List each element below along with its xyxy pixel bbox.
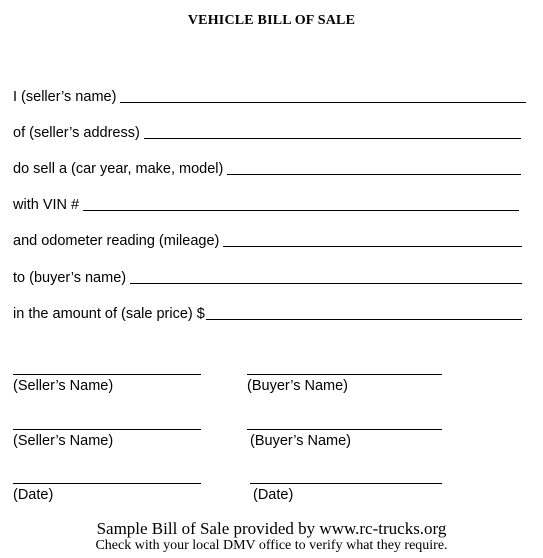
buyer-date-line[interactable] [250,483,442,484]
field-label: and odometer reading (mileage) [13,233,220,249]
fill-in-line[interactable] [83,209,519,211]
buyer-date-caption: (Date) [253,487,294,503]
buyer-name-caption-2: (Buyer’s Name) [250,433,351,449]
fill-in-line[interactable] [120,101,526,103]
footer-provided-by: Sample Bill of Sale provided by www.rc-trucks.org [96,519,447,538]
seller-signature-line-2[interactable] [13,429,201,430]
field-seller-address [13,122,521,142]
fill-in-line[interactable] [130,282,522,284]
field-label: do sell a (car year, make, model) [13,161,224,177]
seller-name-caption-1: (Seller’s Name) [13,378,114,394]
field-buyer-name [13,267,522,287]
fill-in-line[interactable] [206,318,522,320]
field-label: of (seller’s address) [13,125,140,141]
fill-in-line[interactable] [144,137,521,139]
buyer-name-caption-1: (Buyer’s Name) [247,378,348,394]
field-vin [13,194,519,214]
seller-date-caption: (Date) [13,487,54,503]
field-label: in the amount of (sale price) $ [13,306,205,322]
field-label: to (buyer’s name) [13,270,127,286]
field-label: with VIN # [13,197,80,213]
seller-date-line[interactable] [13,483,201,484]
document-title: VEHICLE BILL OF SALE [187,13,356,28]
footer-dmv-notice: Check with your local DMV office to verify what they require. [95,538,448,553]
field-seller-name [13,86,526,106]
seller-name-caption-2: (Seller’s Name) [13,433,114,449]
buyer-signature-line-1[interactable] [247,374,442,375]
field-odometer [13,230,522,250]
field-sale-price [13,303,522,323]
seller-signature-line-1[interactable] [13,374,201,375]
field-vehicle-description [13,158,521,178]
buyer-signature-line-2[interactable] [247,429,442,430]
field-label: I (seller’s name) [13,89,117,105]
fill-in-line[interactable] [223,245,522,247]
fill-in-line[interactable] [227,173,521,175]
